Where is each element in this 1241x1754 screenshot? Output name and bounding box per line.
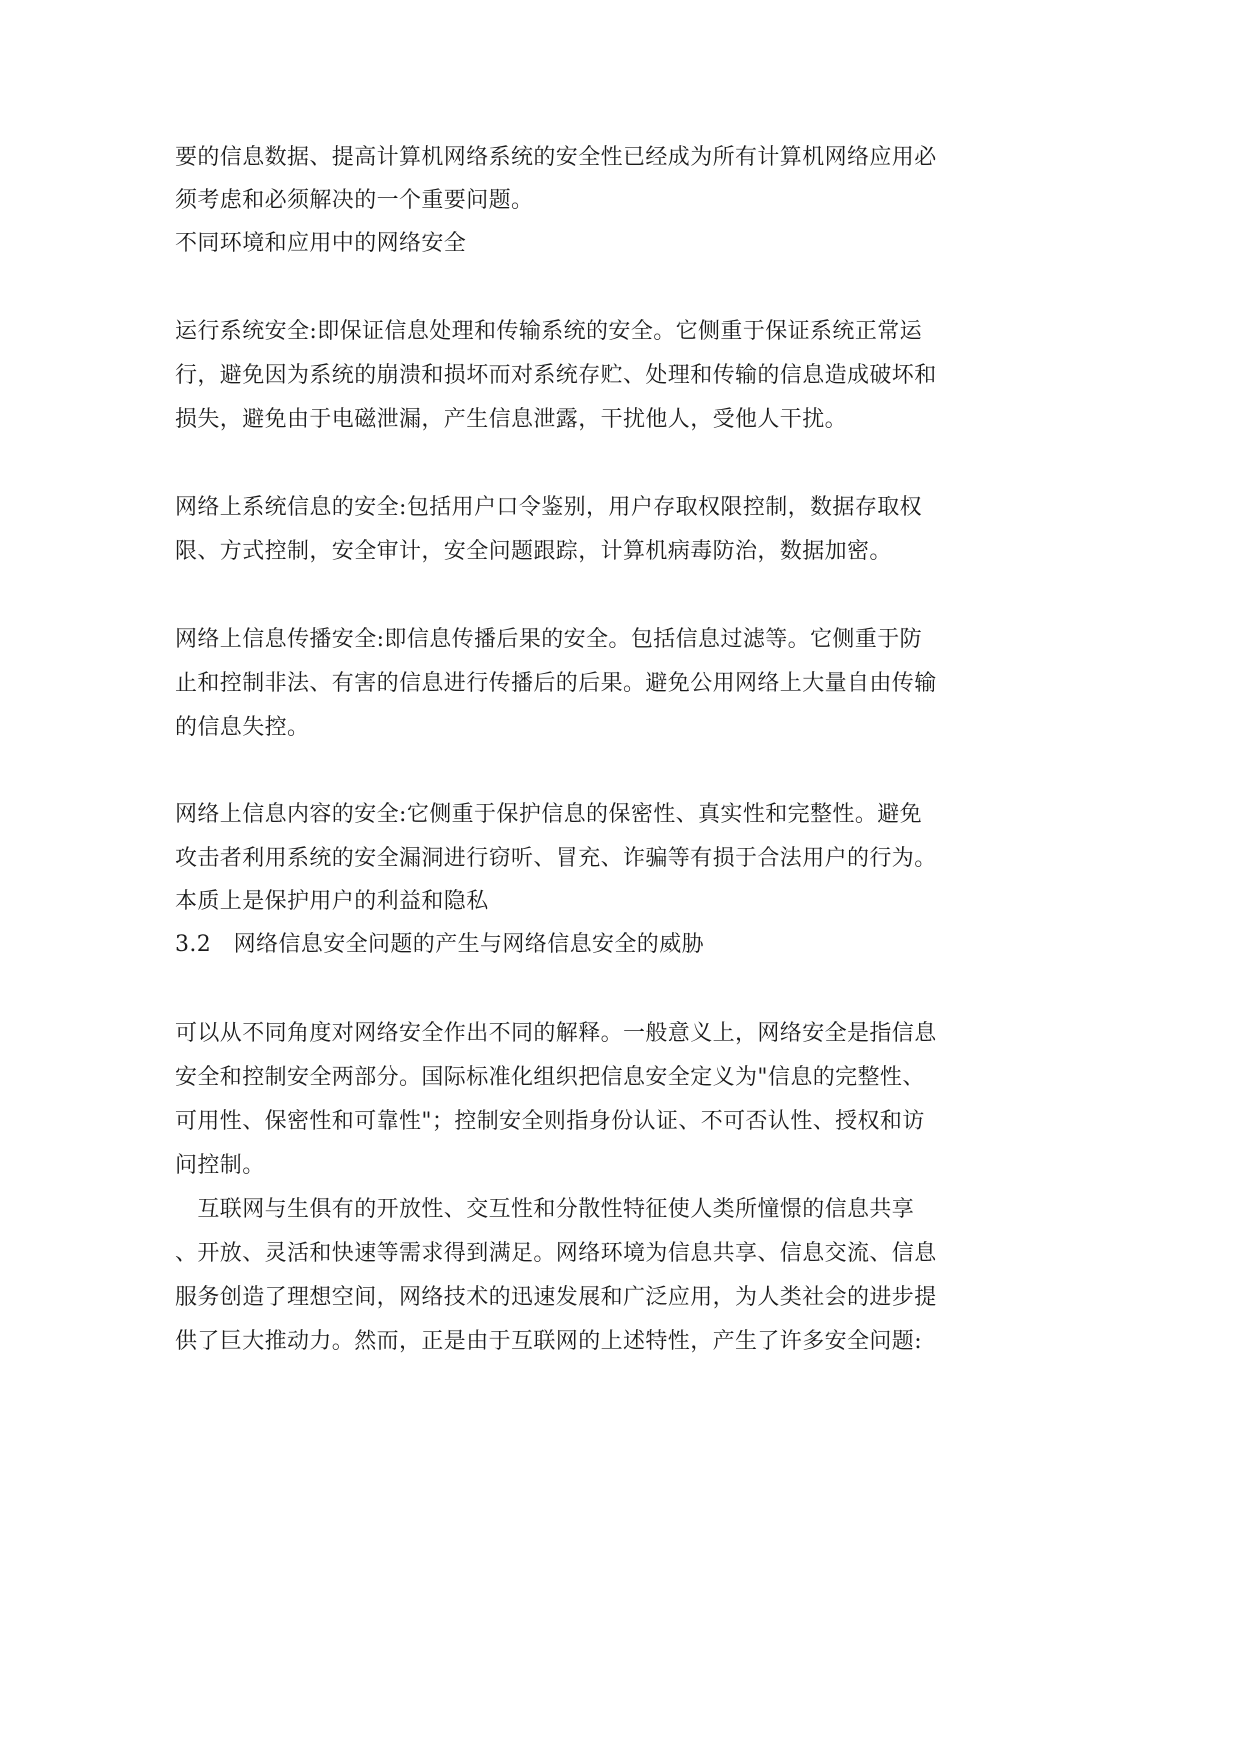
paragraph-line: 攻击者利用系统的安全漏洞进行窃听、冒充、诈骗等有损于合法用户的行为。 bbox=[175, 846, 937, 871]
paragraph-line: 可用性、保密性和可靠性"；控制安全则指身份认证、不可否认性、授权和访 bbox=[175, 1109, 925, 1134]
paragraph-line: 损失，避免由于电磁泄漏，产生信息泄露，干扰他人，受他人干扰。 bbox=[175, 407, 848, 432]
section-heading: 3.2 网络信息安全问题的产生与网络信息安全的威胁 bbox=[175, 932, 704, 957]
paragraph-line: 可以从不同角度对网络安全作出不同的解释。一般意义上，网络安全是指信息 bbox=[175, 1021, 937, 1046]
paragraph-line: 运行系统安全:即保证信息处理和传输系统的安全。它侧重于保证系统正常运 bbox=[175, 319, 923, 344]
paragraph-line: 网络上信息传播安全:即信息传播后果的安全。包括信息过滤等。它侧重于防 bbox=[175, 627, 923, 652]
paragraph-line: 问控制。 bbox=[175, 1153, 265, 1178]
paragraph-line: 须考虑和必须解决的一个重要问题。 bbox=[175, 188, 534, 213]
paragraph-line: 服务创造了理想空间，网络技术的迅速发展和广泛应用，为人类社会的进步提 bbox=[175, 1285, 937, 1310]
paragraph-line: 的信息失控。 bbox=[175, 715, 310, 740]
paragraph-line: 要的信息数据、提高计算机网络系统的安全性已经成为所有计算机网络应用必 bbox=[175, 145, 937, 170]
paragraph-line: 本质上是保护用户的利益和隐私 bbox=[175, 889, 489, 914]
paragraph-line: 安全和控制安全两部分。国际标准化组织把信息安全定义为"信息的完整性、 bbox=[175, 1065, 925, 1090]
section-heading: 不同环境和应用中的网络安全 bbox=[175, 231, 467, 256]
paragraph-line: 网络上信息内容的安全:它侧重于保护信息的保密性、真实性和完整性。避免 bbox=[175, 802, 923, 827]
paragraph-line: 行，避免因为系统的崩溃和损坏而对系统存贮、处理和传输的信息造成破坏和 bbox=[175, 363, 937, 388]
paragraph-line: 止和控制非法、有害的信息进行传播后的后果。避免公用网络上大量自由传输 bbox=[175, 671, 937, 696]
paragraph-line: 、开放、灵活和快速等需求得到满足。网络环境为信息共享、信息交流、信息 bbox=[175, 1241, 937, 1266]
paragraph-line: 互联网与生俱有的开放性、交互性和分散性特征使人类所憧憬的信息共享 bbox=[175, 1197, 915, 1222]
paragraph-line: 限、方式控制，安全审计，安全问题跟踪，计算机病毒防治，数据加密。 bbox=[175, 539, 892, 564]
paragraph-line: 供了巨大推动力。然而，正是由于互联网的上述特性，产生了许多安全问题: bbox=[175, 1329, 923, 1354]
paragraph-line: 网络上系统信息的安全:包括用户口令鉴别，用户存取权限控制，数据存取权 bbox=[175, 495, 923, 520]
